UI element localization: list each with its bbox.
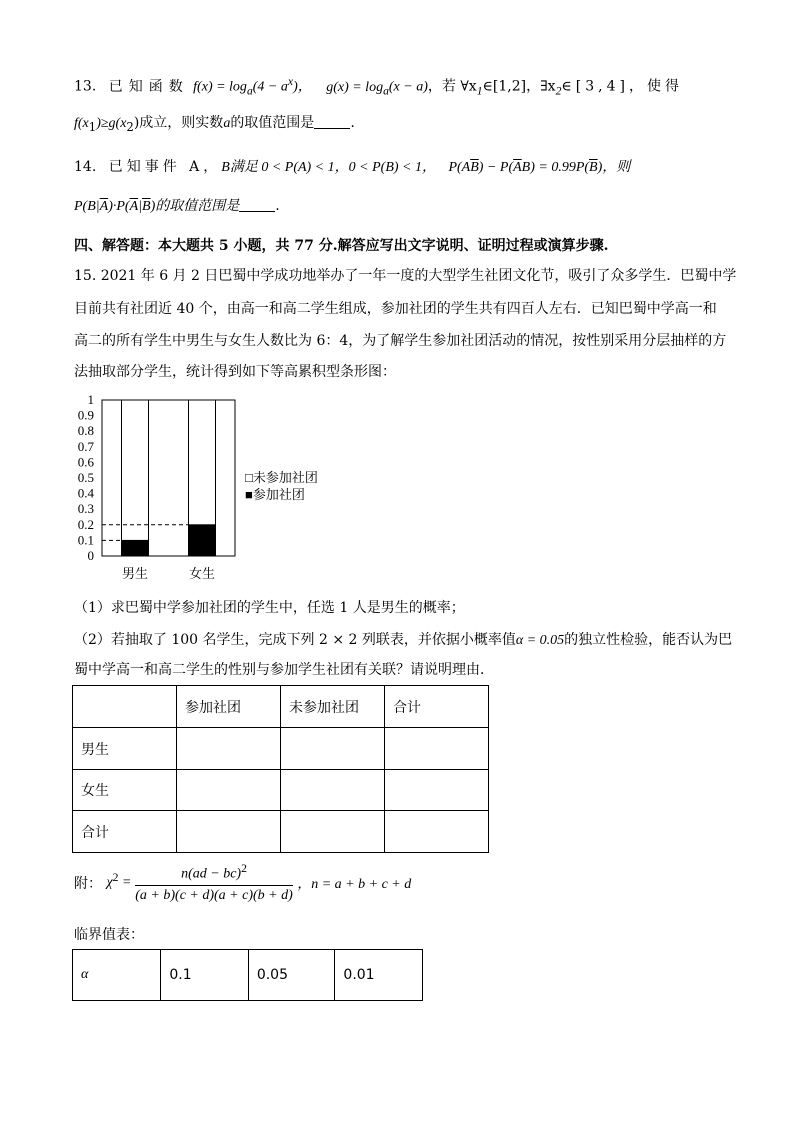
y-tick-label: 0.3	[77, 501, 94, 517]
bar-未参加社团	[189, 400, 216, 525]
bar-未参加社团	[122, 400, 149, 540]
critical-value-table	[72, 949, 423, 1001]
table-row	[73, 950, 423, 1001]
stacked-bar-chart	[70, 392, 370, 592]
table-row: 女生	[73, 770, 489, 811]
bar-参加社团	[122, 540, 149, 556]
critical-cell: 0.01	[335, 950, 423, 1001]
y-tick-label: 0.7	[77, 438, 94, 454]
y-tick-label: 0.8	[77, 423, 94, 439]
legend-entry: ■参加社团	[245, 487, 305, 502]
answer-blank	[314, 114, 350, 129]
y-tick-label: 0.5	[77, 470, 94, 485]
q15-sub1: （1）求巴蜀中学参加社团的学生中，任选 1 人是男生的概率；	[74, 600, 465, 616]
y-tick-label: 0.2	[77, 516, 94, 532]
contingency-table	[72, 685, 489, 853]
critical-cell: 0.05	[248, 950, 335, 1001]
critical-value-title: 临界值表：	[74, 927, 144, 943]
q15-para4: 法抽取部分学生，统计得到如下等高累积型条形图：	[74, 364, 396, 380]
x-category-label: 女生	[188, 566, 216, 581]
section-heading: 四、解答题：本大题共 5 小题，共 77 分.解答应写出文字说明、证明过程或演算步骤.	[74, 238, 609, 254]
q15-para3: 高二的所有学生中男生与女生人数比为 6：4，为了解学生参加社团活动的情况，按性别采用分层抽样的方	[74, 333, 727, 349]
table-header-cell: 参加社团	[177, 686, 281, 728]
critical-cell: 0.1	[161, 950, 248, 1001]
q14-line1: 14. 已知事件 A，B满足 0 < P(A) < 1，0 < P(B) < 1， $P(A\overline{B}) - P(\overline{A}B) = 0.99P(\overline{B})$，则	[74, 159, 631, 175]
legend-entry: □未参加社团	[245, 470, 318, 485]
y-tick-label: 0.6	[77, 454, 94, 470]
y-tick-label: 1	[87, 392, 94, 407]
chi-square-formula: 附： $\chi^2$ = $\frac{n(ad - bc)^2}{(a + b)(c + d)(a + c)(b + d)}$ ，n = a + b + c + d	[74, 862, 412, 903]
x-category-label: 男生	[121, 566, 149, 581]
q14-line2: $P(B|\overline{A})\cdot P(\overline{A}|\overline{B})$的取值范围是 .	[74, 198, 280, 214]
q13-number: 13.	[74, 78, 97, 95]
q13-line1: 13. 已知函数 $f(x) = \log_a(4 - a^x)$， $g(x) = \log_a(x - a)$，若 $\forall x_1\in[1,2]$，$\exists x_2\in[3,4]$，使得	[74, 75, 683, 98]
table-row: 男生	[73, 728, 489, 770]
y-tick-label: 0.9	[77, 407, 94, 423]
q15-para1: 15. 2021 年 6 月 2 日巴蜀中学成功地举办了一年一度的大型学生社团文化节，吸引了众多学生．巴蜀中学	[74, 268, 737, 284]
table-row: 合计	[73, 811, 489, 853]
q15-para2: 目前共有社团近 40 个，由高一和高二学生组成，参加社团的学生共有四百人左右．已知巴蜀中学高一和	[74, 301, 717, 317]
y-tick-label: 0	[87, 548, 94, 563]
q14-number: 14.	[74, 159, 97, 175]
q13-line2: $f(x_1)\ge g(x_2)$成立，则实数a的取值范围是 .	[74, 115, 355, 134]
alpha-cell: α	[73, 950, 161, 1001]
y-tick-label: 0.1	[77, 532, 94, 548]
answer-blank	[239, 197, 275, 212]
table-header-cell	[73, 686, 177, 728]
bar-参加社团	[189, 525, 216, 556]
table-header-cell: 合计	[385, 686, 489, 728]
table-header-cell: 未参加社团	[281, 686, 385, 728]
q15-sub2-cont: 蜀中学高一和高二学生的性别与参加学生社团有关联？请说明理由．	[74, 662, 494, 678]
q15-sub2: （2）若抽取了 100 名学生，完成下列 2 × 2 列联表，并依据小概率值α = 0.05的独立性检验，能否认为巴	[74, 632, 733, 648]
y-tick-label: 0.4	[77, 485, 94, 501]
